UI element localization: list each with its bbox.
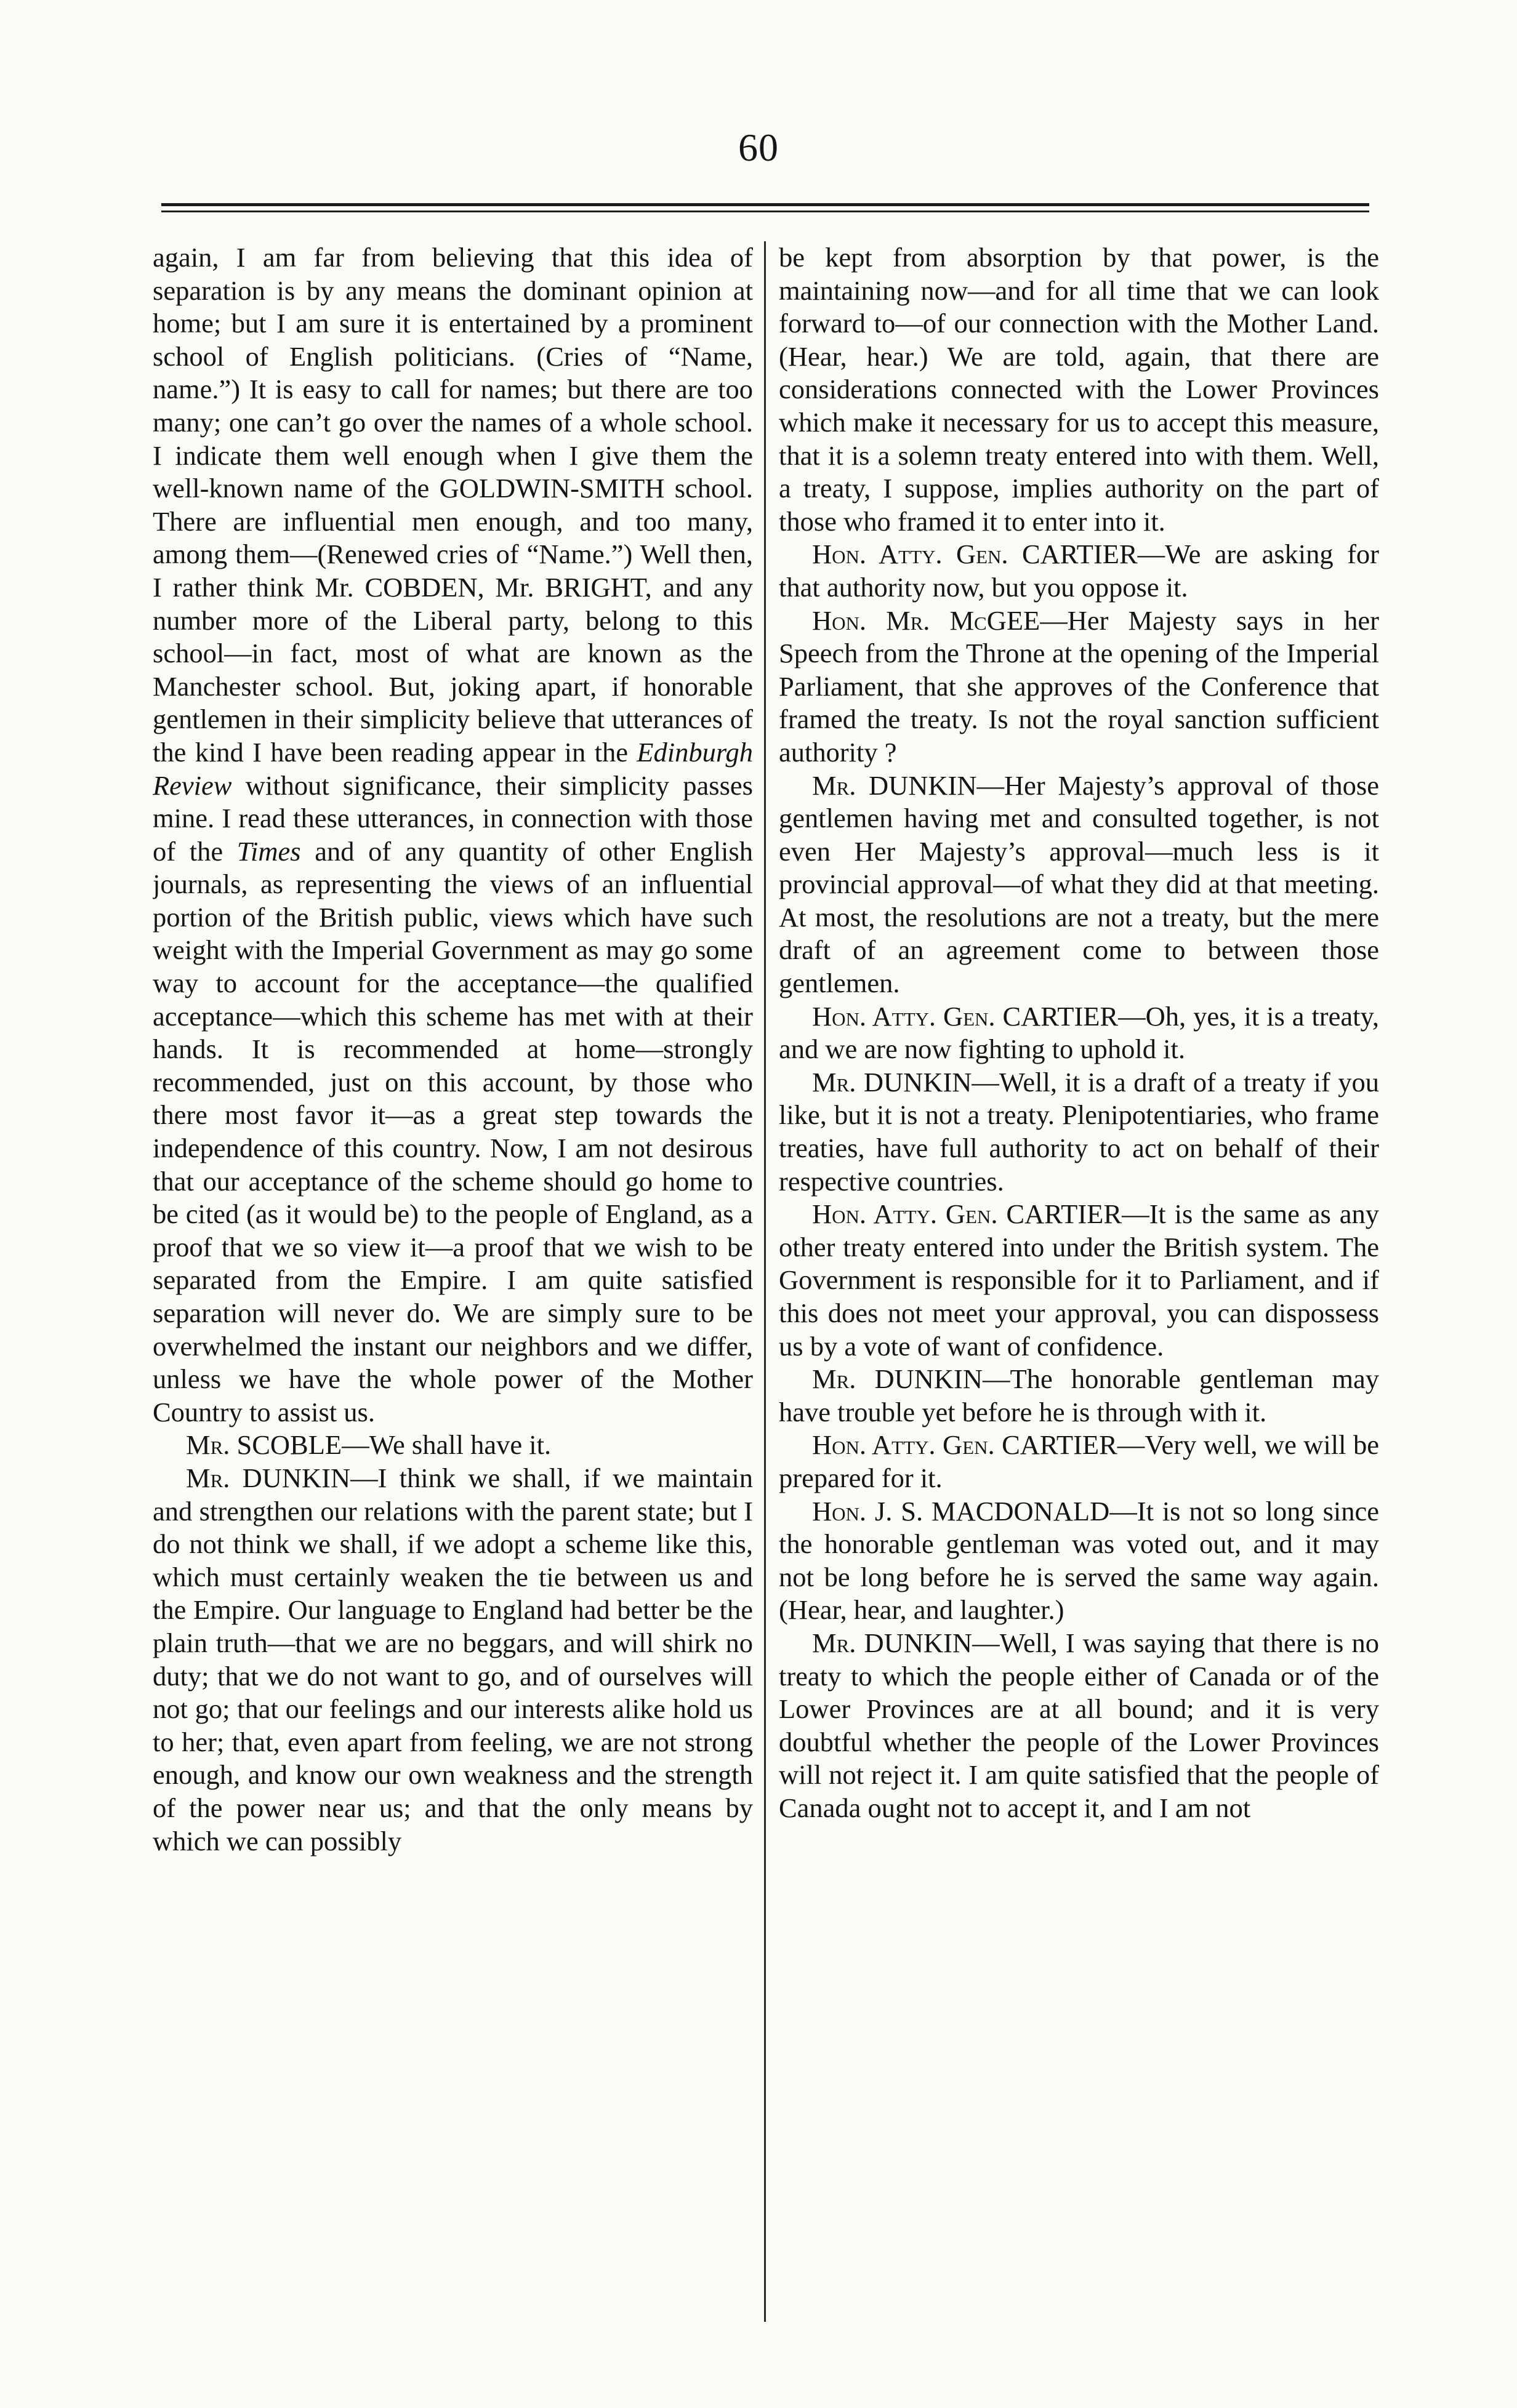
speech-text: Her Majesty’s approval of those gentlemen having met and consulted together, is not even Her Majesty’s approval—much less is it provincial approval—of what they did at that meeting. At most, the resolutions are not a treaty, but the mere draft of an agreement come to between those gentlemen.: [779, 769, 1379, 999]
text-run: again, I am far from believing that this idea of separation is by any means the dominant opinion at home; but I am sure it is entertained by a prominent school of English politicians. (Cries of “Name, name.”) It is easy to call for names; but there are too many; one can’t go over the names of a whole school. I indicate them well enough when I give them the well-known name of the GOLDWIN-SMITH school. There are influential men enough, and too many, among them—(Renewed cries of “Name.”) Well then, I rather think Mr. COBDEN, Mr. BRIGHT, and any number more of the Liberal party, belong to this school—in fact, most of what are known as the Manchester school. But, joking apart, if honorable gentlemen in their simplicity believe that utterances of the kind I have been reading appear in the: [153, 242, 753, 768]
page-number: 60: [738, 126, 779, 169]
speech-text: Well, I was saying that there is no treaty to which the people either of Canada or of the Lower Provinces are at all bound; and it is very doubtful whether the people of the Lower Provinces will not reject it. I am quite satisfied that the people of Canada ought not to accept it, and I am not: [779, 1627, 1379, 1823]
paragraph: be kept from absorption by that power, is the maintaining now—and for all time that we can look forward to—of our connection with the Mother Land. (Hear, hear.) We are told, again, that there are considerations connected with the Lower Provinces which make it necessary for us to accept this measure, that it is a solemn treaty entered into with them. Well, a treaty, I suppose, implies authority on the part of those who framed it to enter into it.: [779, 242, 1379, 537]
speech-paragraph: Mr. DUNKIN—Well, it is a draft of a treaty if you like, but it is not a treaty. Plenipotentiaries, who frame treaties, have full authority to act on behalf of their respective countries.: [779, 1066, 1379, 1197]
speech-text: We are asking for that authority now, but you oppose it.: [779, 539, 1379, 603]
speaker-name: Mr. SCOBLE: [186, 1429, 342, 1461]
text-run: without significance, their simplicity passes mine. I read these utterances, in connection with those of the: [153, 769, 753, 867]
speech-paragraph: Hon. Mr. McGEE—Her Majesty says in her Speech from the Throne at the opening of the Imperial Parliament, that she approves of the Conference that framed the treaty. Is not the royal sanction sufficient authority ?: [779, 604, 1379, 768]
speaker-name: Hon. Atty. Gen. CARTIER: [812, 539, 1138, 570]
speech-paragraph: Hon. Atty. Gen. CARTIER—Oh, yes, it is a treaty, and we are now fighting to uphold it.: [779, 1000, 1379, 1065]
right-column: [779, 241, 1379, 2359]
speech-text: Well, it is a draft of a treaty if you like, but it is not a treaty. Plenipotentiaries, who frame treaties, have full authority to act on behalf of their respective countries.: [779, 1066, 1379, 1197]
speaker-name: Mr. DUNKIN: [812, 769, 977, 801]
speaker-name: Mr. DUNKIN: [812, 1066, 972, 1098]
left-column: [153, 241, 753, 2359]
text-run: and of any quantity of other English journals, as representing the views of an influential portion of the British public, views which have such weight with the Imperial Government as may go some way to account for the acceptance—the qualified acceptance—which this scheme has met with at their hands. It is recommended at home—strongly recommended, just on this account, by those who there most favor it—as a great step towards the independence of this country. Now, I am not desirous that our acceptance of the scheme should go home to be cited (as it would be) to the people of England, as a proof that we so view it—a proof that we wish to be separated from the Empire. I am quite satisfied separation will never do. We are simply sure to be overwhelmed the instant our neighbors and we differ, unless we have the whole power of the Mother Country to assist us.: [153, 835, 753, 1427]
speech-text: Oh, yes, it is a treaty, and we are now fighting to uphold it.: [779, 1000, 1379, 1065]
speech-paragraph: Mr. SCOBLE—We shall have it.: [186, 1429, 552, 1461]
header-rule-secondary: [161, 211, 1369, 212]
speaker-name: Hon. J. S. MACDONALD: [812, 1495, 1110, 1527]
speech-paragraph: Mr. DUNKIN—Her Majesty’s approval of those gentlemen having met and consulted together, is not even Her Majesty’s approval—much less is it provincial approval—of what they did at that meeting. At most, the resolutions are not a treaty, but the mere draft of an agreement come to between those gentlemen.: [779, 769, 1379, 999]
speech-text: We shall have it.: [369, 1429, 552, 1461]
header-rule: [161, 203, 1369, 206]
speech-paragraph: Hon. Atty. Gen. CARTIER—It is the same as any other treaty entered into under the British system. The Government is responsible for it to Parliament, and if this does not meet your approval, you can dispossess us by a vote of want of confidence.: [779, 1198, 1379, 1362]
speech-text: Her Majesty says in her Speech from the Throne at the opening of the Imperial Parliament, that she approves of the Conference that framed the treaty. Is not the royal sanction sufficient authority ?: [779, 604, 1379, 768]
column-divider: [764, 241, 766, 2322]
speech-text: Very well, we will be prepared for it.: [779, 1429, 1379, 1493]
speaker-name: Mr. DUNKIN: [812, 1627, 973, 1658]
speaker-name: Mr. DUNKIN: [186, 1462, 351, 1493]
speaker-name: Hon. Mr. McGEE: [812, 604, 1040, 636]
speech-text: The honorable gentleman may have trouble yet before he is through with it.: [779, 1363, 1379, 1427]
speech-paragraph: Hon. Atty. Gen. CARTIER—We are asking for that authority now, but you oppose it.: [779, 539, 1379, 603]
speech-paragraph: Mr. DUNKIN—The honorable gentleman may have trouble yet before he is through with it.: [779, 1363, 1379, 1427]
speech-paragraph: Hon. J. S. MACDONALD—It is not so long since the honorable gentleman was voted out, and it may not be long before he is served the same way again. (Hear, hear, and laughter.): [779, 1495, 1379, 1626]
speaker-name: Hon. Atty. Gen. CARTIER: [812, 1198, 1122, 1230]
speaker-name: Hon. Atty. Gen. CARTIER: [812, 1429, 1117, 1461]
speech-text: It is the same as any other treaty entered into under the British system. The Government is responsible for it to Parliament, and if this does not meet your approval, you can dispossess us by a vote of want of confidence.: [779, 1198, 1379, 1362]
italic-title: Times: [236, 835, 301, 867]
paragraph: [153, 241, 753, 1429]
speech-paragraph: Mr. DUNKIN—Well, I was saying that there is no treaty to which the people either of Canada or of the Lower Provinces are at all bound; and it is very doubtful whether the people of the Lower Provinces will not reject it. I am quite satisfied that the people of Canada ought not to accept it, and I am not: [779, 1627, 1379, 1823]
speech-paragraph: Hon. Atty. Gen. CARTIER—Very well, we will be prepared for it.: [779, 1429, 1379, 1493]
speech-paragraph: Mr. DUNKIN—I think we shall, if we maintain and strengthen our relations with the parent state; but I do not think we shall, if we adopt a scheme like this, which must certainly weaken the tie between us and the Empire. Our language to England had better be the plain truth—that we are no beggars, and will shirk no duty; that we do not want to go, and of ourselves will not go; that our feelings and our interests alike hold us to her; that, even apart from feeling, we are not strong enough, and know our own weakness and the strength of the power near us; and that the only means by which we can possibly: [153, 1462, 753, 1856]
speaker-name: Mr. DUNKIN: [812, 1363, 983, 1395]
italic-title: Edinburgh Review: [153, 736, 753, 801]
speech-text: It is not so long since the honorable gentleman was voted out, and it may not be long before he is served the same way again. (Hear, hear, and laughter.): [779, 1495, 1379, 1626]
speaker-name: Hon. Atty. Gen. CARTIER: [812, 1000, 1119, 1032]
speech-text: I think we shall, if we maintain and strengthen our relations with the parent state; but I do not think we shall, if we adopt a scheme like this, which must certainly weaken the tie between us and the Empire. Our language to England had better be the plain truth—that we are no beggars, and will shirk no duty; that we do not want to go, and of ourselves will not go; that our feelings and our interests alike hold us to her; that, even apart from feeling, we are not strong enough, and know our own weakness and the strength of the power near us; and that the only means by which we can possibly: [153, 1462, 753, 1856]
